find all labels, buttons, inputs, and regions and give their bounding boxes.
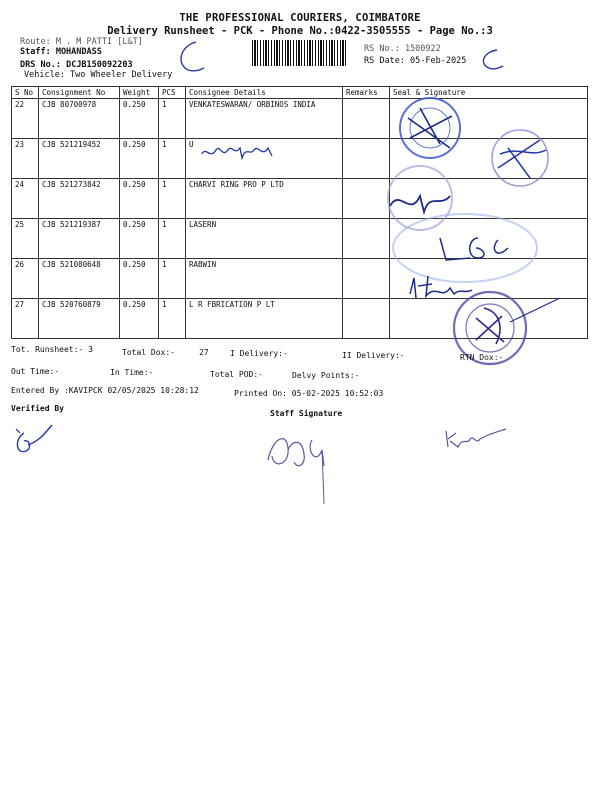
col-header-pcs: PCS xyxy=(159,87,186,99)
entered-by: Entered By :KAVIPCK 02/05/2025 10:28:12 xyxy=(11,386,199,395)
staff-initials-signature xyxy=(440,425,510,455)
col-header-sno: S No xyxy=(12,87,39,99)
staff-signature xyxy=(262,420,342,510)
cell-weight: 0.250 xyxy=(120,299,159,339)
total-pod: Total POD:- xyxy=(210,370,263,379)
verified-by-label: Verified By xyxy=(11,404,64,413)
cell-weight: 0.250 xyxy=(120,99,159,139)
pen-mark-header-left xyxy=(170,36,210,76)
cell-pcs: 1 xyxy=(159,139,186,179)
verifier-signature xyxy=(8,415,68,460)
i-delivery: I Delivery:- xyxy=(230,349,288,358)
drs-label: DRS No.: xyxy=(20,60,61,70)
cell-sno: 25 xyxy=(12,219,39,259)
cell-consignee: L R FBRICATION P LT xyxy=(186,299,343,339)
cell-consignment: CJB 521219452 xyxy=(39,139,120,179)
cell-weight: 0.250 xyxy=(120,259,159,299)
cell-consignee: RABWIN xyxy=(186,259,343,299)
pen-mark-header-right xyxy=(475,46,505,76)
printed-on: Printed On: 05-02-2025 10:52:03 xyxy=(234,389,384,398)
total-dox xyxy=(122,348,209,357)
cell-consignee: LASERN xyxy=(186,219,343,259)
cell-consignment: CJB 521219387 xyxy=(39,219,120,259)
cell-consignment: CJB 521273842 xyxy=(39,179,120,219)
col-header-consignee: Consignee Details xyxy=(186,87,343,99)
staff: Staff: MOHANDASS xyxy=(20,47,102,57)
cell-sno: 26 xyxy=(12,259,39,299)
company-name: THE PROFESSIONAL COURIERS, COIMBATORE xyxy=(179,12,421,24)
in-time: In Time:- xyxy=(110,368,154,377)
cell-pcs: 1 xyxy=(159,179,186,219)
total-dox-label: Total Dox:- xyxy=(122,348,175,357)
cell-consignee: U xyxy=(186,139,343,179)
rs-number: RS No.: 1500922 xyxy=(364,44,441,54)
cell-pcs: 1 xyxy=(159,99,186,139)
cell-sno: 22 xyxy=(12,99,39,139)
col-header-seal-signature: Seal & Signature xyxy=(390,87,588,99)
cell-consignment: CJB 520760879 xyxy=(39,299,120,339)
cell-sno: 23 xyxy=(12,139,39,179)
cell-consignee: VENKATESWARAN/ ORBINOS INDIA xyxy=(186,99,343,139)
total-dox-value: 27 xyxy=(199,348,209,357)
cell-consignee: CHARVI RING PRO P LTD xyxy=(186,179,343,219)
tot-runsheet: Tot. Runsheet:- 3 xyxy=(11,345,93,354)
drs-value: DCJB150092203 xyxy=(66,60,133,70)
route: Route: M . M PATTI [L&T] xyxy=(20,37,143,47)
rs-date: RS Date: 05-Feb-2025 xyxy=(364,56,467,66)
runsheet-title: Delivery Runsheet - PCK - Phone No.:0422-3505555 - Page No.:3 xyxy=(107,25,493,37)
cell-sno: 27 xyxy=(12,299,39,339)
cell-weight: 0.250 xyxy=(120,219,159,259)
delvy-points: Delvy Points:- xyxy=(292,371,360,380)
col-header-weight: Weight xyxy=(120,87,159,99)
col-header-remarks: Remarks xyxy=(343,87,390,99)
seal-stamps xyxy=(380,88,590,378)
handwritten-consignee-name xyxy=(198,138,278,164)
drs-number xyxy=(20,60,133,70)
cell-consignment: CJB 521080648 xyxy=(39,259,120,299)
barcode xyxy=(252,40,348,66)
out-time: Out Time:- xyxy=(11,367,60,376)
cell-consignment: CJB 80700978 xyxy=(39,99,120,139)
cell-sno: 24 xyxy=(12,179,39,219)
cell-weight: 0.250 xyxy=(120,139,159,179)
cell-weight: 0.250 xyxy=(120,179,159,219)
cell-pcs: 1 xyxy=(159,219,186,259)
ii-delivery: II Delivery:- xyxy=(342,351,405,360)
cell-pcs: 1 xyxy=(159,259,186,299)
cell-pcs: 1 xyxy=(159,299,186,339)
col-header-consignment: Consignment No xyxy=(39,87,120,99)
vehicle: Vehicle: Two Wheeler Delivery xyxy=(24,70,173,80)
staff-signature-label: Staff Signature xyxy=(270,409,343,418)
rtn-dox: RTN Dox:- xyxy=(460,353,504,362)
